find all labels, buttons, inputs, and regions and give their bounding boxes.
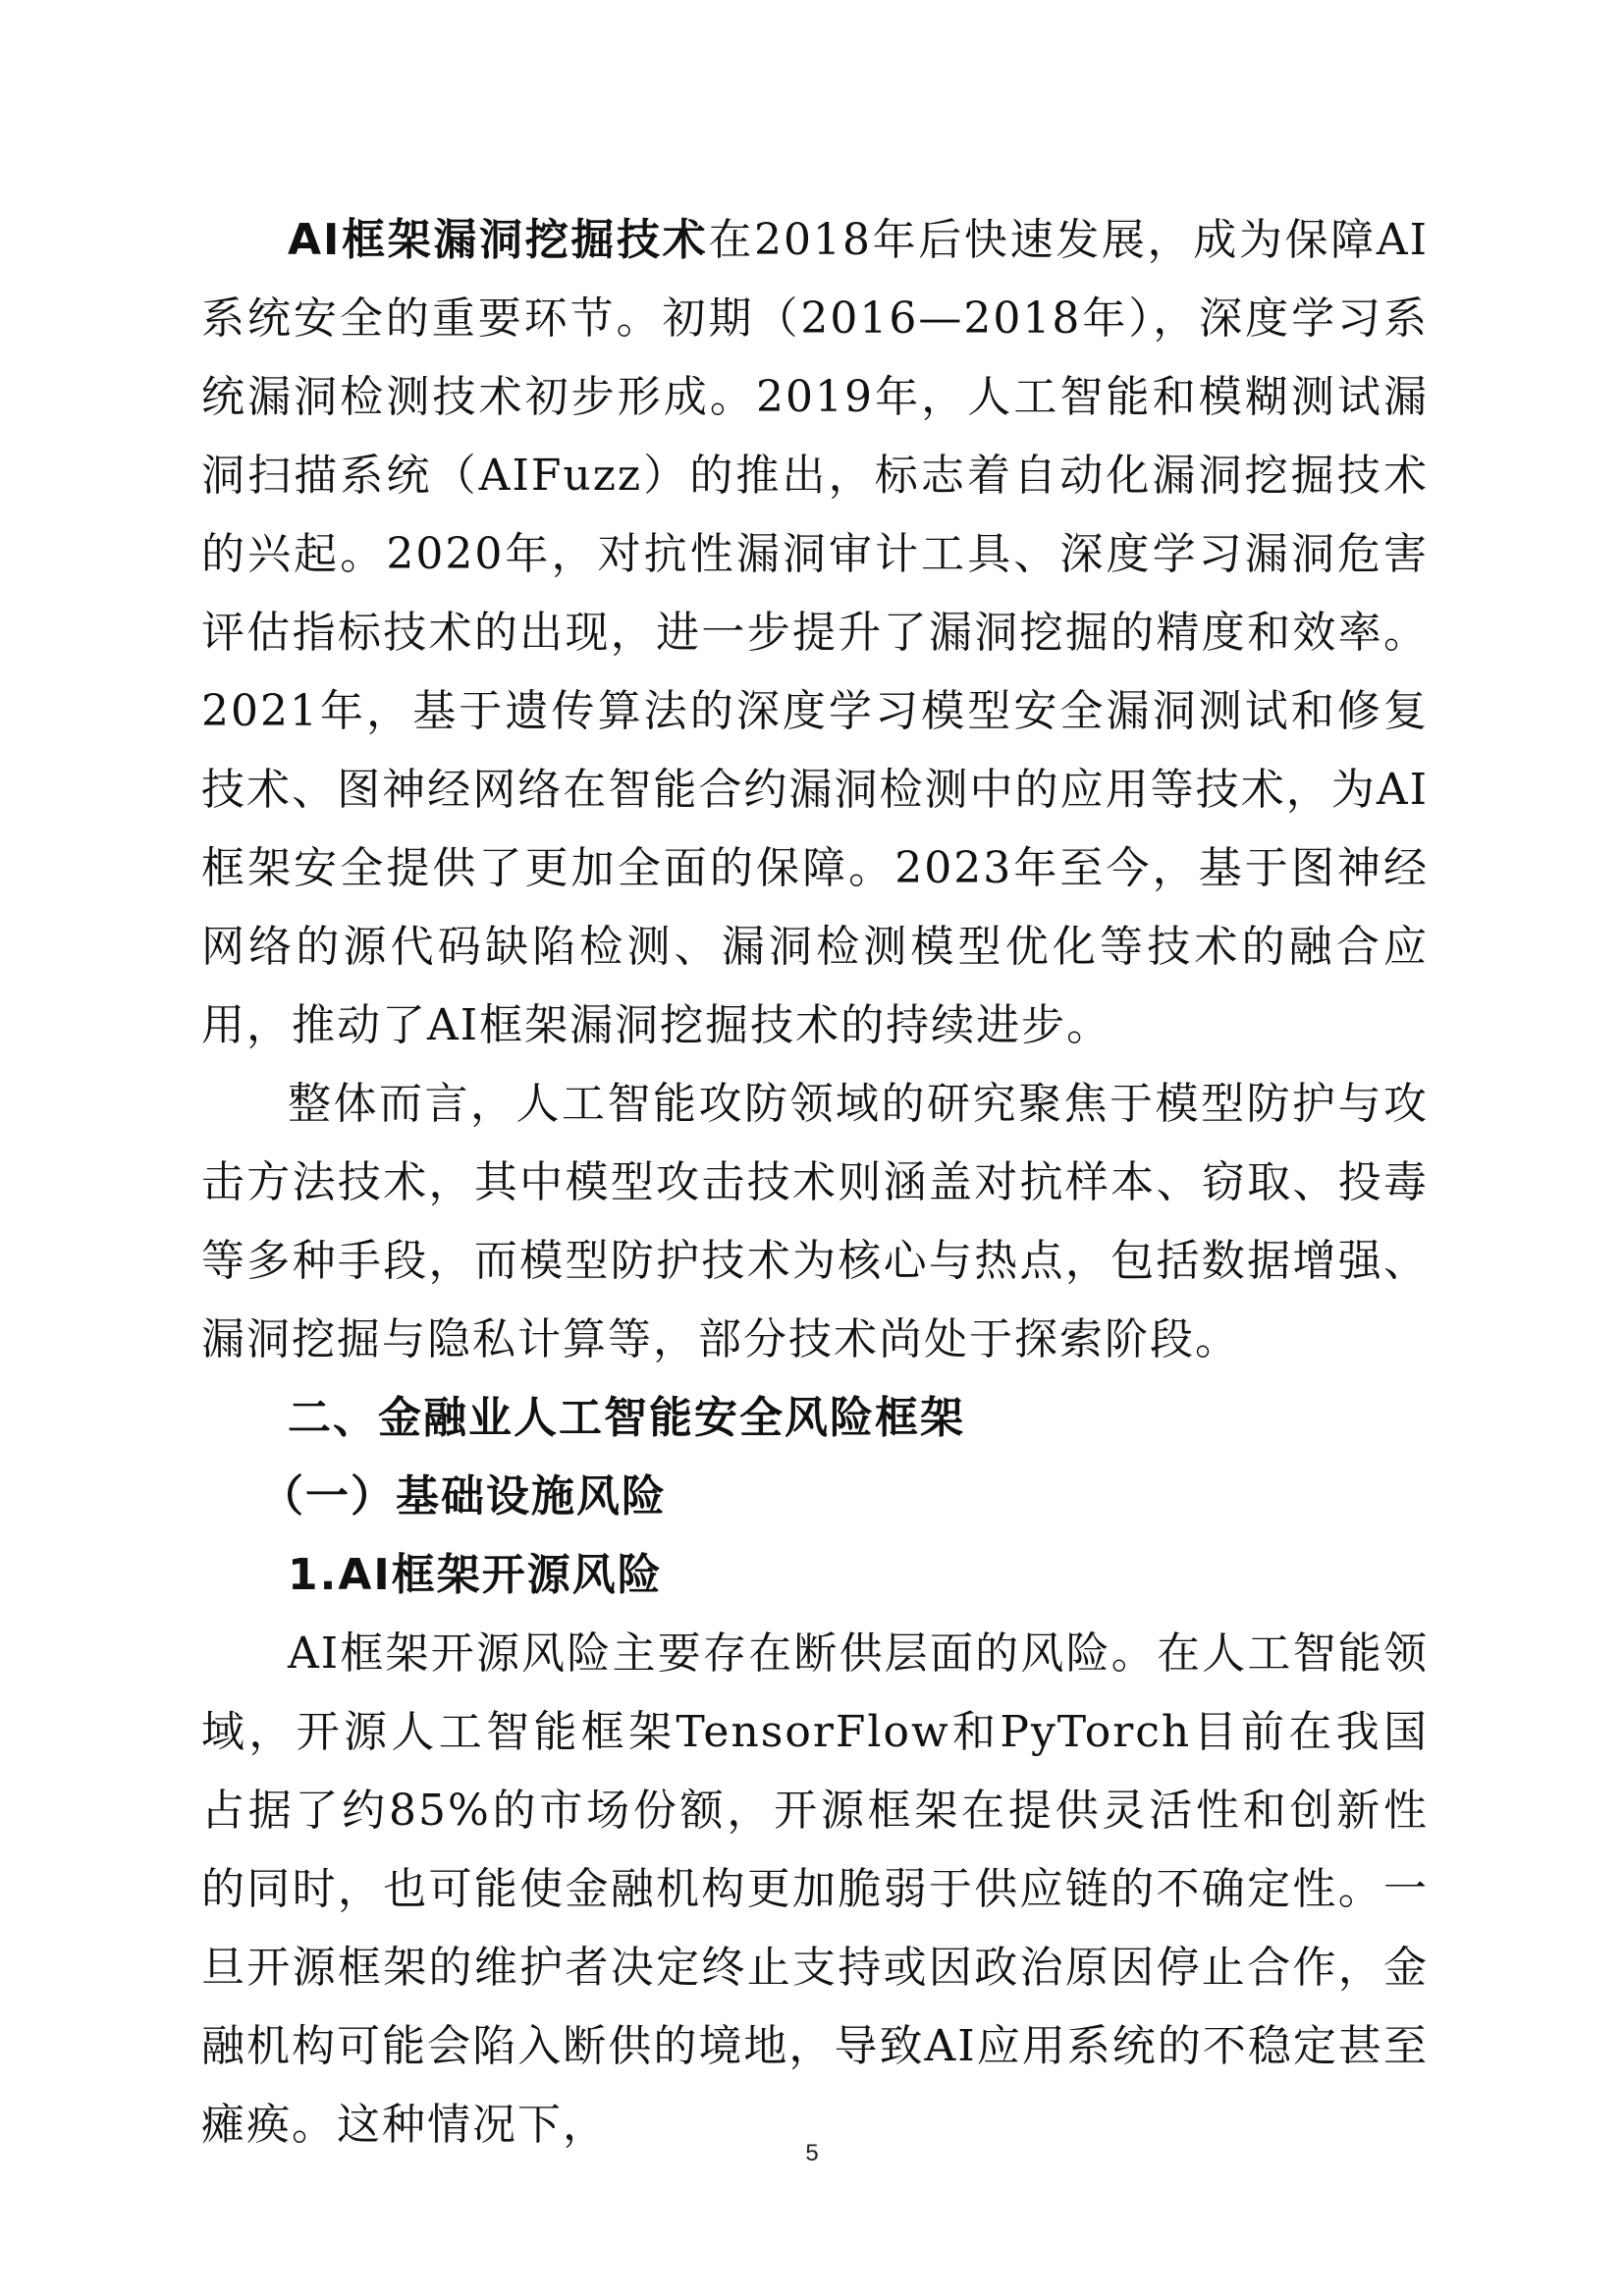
paragraph-ai-framework-vulnerability <box>201 201 1429 1065</box>
subsection-heading: （一）基础设施风险 <box>260 1471 667 1522</box>
paragraph-lead-term: AI框架漏洞挖掘技术 <box>288 215 709 265</box>
paragraph-open-source-risk: AI框架开源风险主要存在断供层面的风险。在人工智能领域，开源人工智能框架TensorFlow和PyTorch目前在我国占据了约85%的市场份额，开源框架在提供灵活性和创新性的同时，也可能使金融机构更加脆弱于供应链的不确定性。一旦开源框架的维护者决定终止支持或因政治原因停止合作，金融机构可能会陷入断供的境地，导致AI应用系统的不稳定甚至瘫痪。这种情况下， <box>201 1629 1429 2150</box>
section-heading: 二、金融业人工智能安全风险框架 <box>288 1393 965 1443</box>
paragraph-body: 在2018年后快速发展，成为保障AI系统安全的重要环节。初期（2016—2018年），深度学习系统漏洞检测技术初步形成。2019年，人工智能和模糊测试漏洞扫描系统（AIFuzz）的推出，标志着自动化漏洞挖掘技术的兴起。2020年，对抗性漏洞审计工具、深度学习漏洞危害评估指标技术的出现，进一步提升了漏洞挖掘的精度和效率。2021年，基于遗传算法的深度学习模型安全漏洞测试和修复技术、图神经网络在智能合约漏洞检测中的应用等技术，为AI框架安全提供了更加全面的保障。2023年至今，基于图神经网络的源代码缺陷检测、漏洞检测模型优化等技术的融合应用，推动了AI框架漏洞挖掘技术的持续进步。 <box>201 215 1429 1050</box>
page-number: 5 <box>805 2140 819 2166</box>
item-heading: 1.AI框架开源风险 <box>288 1550 663 1600</box>
paragraph-summary: 整体而言，人工智能攻防领域的研究聚焦于模型防护与攻击方法技术，其中模型攻击技术则涵盖对抗样本、窃取、投毒等多种手段，而模型防护技术为核心与热点，包括数据增强、漏洞挖掘与隐私计算等，部分技术尚处于探索阶段。 <box>201 1079 1429 1364</box>
document-body <box>201 201 1429 2164</box>
